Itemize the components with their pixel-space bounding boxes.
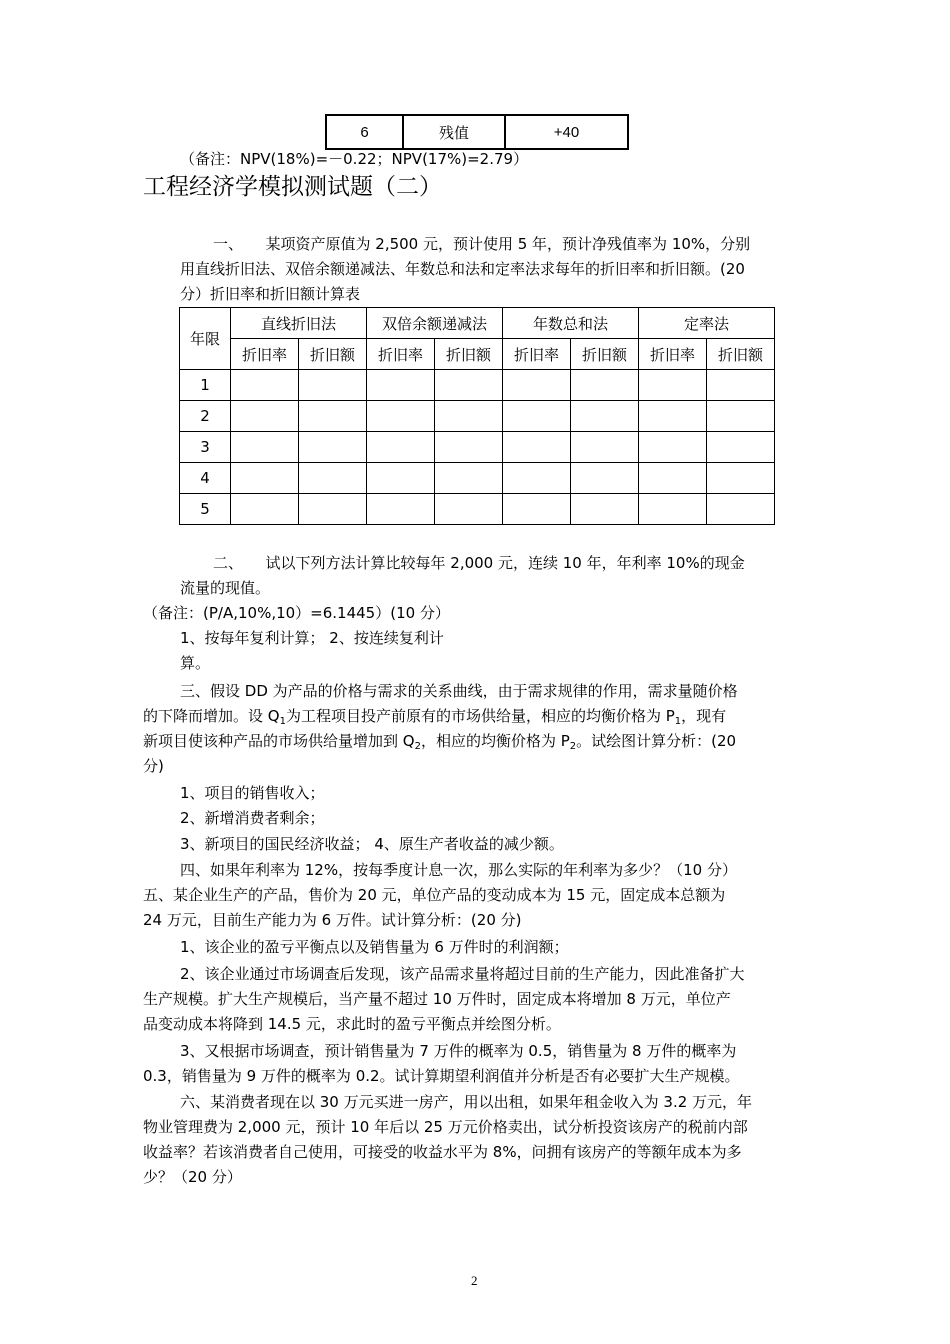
year-cell: 3 (180, 432, 231, 463)
table-row (180, 432, 775, 463)
amount-header: 折旧额 (435, 339, 503, 370)
page-title: 工程经济学模拟测试题（二） (143, 174, 442, 200)
q6-line3: 收益率？若该消费者自己使用，可接受的收益水平为 8%，问拥有该房产的等额年成本为多 (143, 1143, 742, 1161)
rate-header: 折旧率 (639, 339, 707, 370)
year-cell: 6 (326, 115, 403, 149)
q6-line4: 少？（20 分） (143, 1168, 242, 1186)
rate-header: 折旧率 (231, 339, 299, 370)
q3-item3: 3、新项目的国民经济收益； 4、原生产者收益的减少额。 (180, 835, 564, 853)
q1-line2: 用直线折旧法、双倍余额递减法、年数总和法和定率法求每年的折旧率和折旧额。(20 (180, 260, 745, 278)
year-cell: 5 (180, 494, 231, 525)
q3-line1: 三、假设 DD 为产品的价格与需求的关系曲线，由于需求规律的作用，需求量随价格 (180, 682, 738, 700)
year-cell: 2 (180, 401, 231, 432)
q2-line2: 流量的现值。 (180, 579, 271, 597)
amount-header: 折旧额 (299, 339, 367, 370)
q1-line1: 一、 某项资产原值为 2,500 元，预计使用 5 年，预计净残值率为 10%，分别 (213, 235, 751, 253)
q2-note: （备注：(P/A,10%,10）=6.1445）(10 分） (143, 604, 450, 622)
q2-item1: 1、按每年复利计算； 2、按连续复利计 (180, 629, 444, 647)
q2-item1-cont: 算。 (180, 654, 211, 672)
value-cell: +40 (505, 115, 628, 149)
q6-line2: 物业管理费为 2,000 元，预计 10 年后以 25 万元价格卖出，试分析投资该房产的税前内部 (143, 1118, 748, 1136)
q5-item3-line2: 0.3，销售量为 9 万件的概率为 0.2。试计算期望利润值并分析是否有必要扩大生产规模。 (143, 1067, 740, 1085)
q4-line1: 四、如果年利率为 12%，按每季度计息一次，那么实际的年利率为多少？（10 分） (180, 861, 737, 879)
amount-header: 折旧额 (571, 339, 639, 370)
npv-note: （备注：NPV(18%)=－0.22；NPV(17%)=2.79） (180, 150, 529, 168)
table-row (180, 401, 775, 432)
q5-line2: 24 万元，目前生产能力为 6 万件。试计算分析：(20 分) (143, 911, 522, 929)
q3-item1: 1、项目的销售收入； (180, 784, 325, 802)
q5-item2-line1: 2、该企业通过市场调查后发现，该产品需求量将超过目前的生产能力，因此准备扩大 (180, 965, 745, 983)
q5-line1: 五、某企业生产的产品，售价为 20 元，单位产品的变动成本为 15 元，固定成本总额为 (143, 886, 726, 904)
year-cell: 4 (180, 463, 231, 494)
q5-item2-line3: 品变动成本将降到 14.5 元，求此时的盈亏平衡点并绘图分析。 (143, 1015, 561, 1033)
q5-item1: 1、该企业的盈亏平衡点以及销售量为 6 万件时的利润额； (180, 938, 569, 956)
table-subheader-row (180, 339, 775, 370)
q5-item3-line1: 3、又根据市场调查，预计销售量为 7 万件的概率为 0.5，销售量为 8 万件的概率为 (180, 1042, 737, 1060)
year-cell: 1 (180, 370, 231, 401)
table-row (180, 463, 775, 494)
method-header-double-declining: 双倍余额递减法 (367, 308, 503, 339)
q3-line3: 新项目使该种产品的市场供给量增加到 $Q_2$，相应的均衡价格为 $P_2$。试绘图计算分析：(20 (143, 732, 737, 752)
table-row (326, 115, 628, 149)
q2-line1: 二、 试以下列方法计算比较每年 2,000 元，连续 10 年，年利率 10%的现金 (213, 554, 745, 572)
amount-header: 折旧额 (707, 339, 775, 370)
rate-header: 折旧率 (503, 339, 571, 370)
year-header: 年限 (180, 308, 231, 370)
table-row (180, 370, 775, 401)
table-header-row (180, 308, 775, 339)
method-header-straight-line: 直线折旧法 (231, 308, 367, 339)
q3-line4: 分) (143, 757, 164, 775)
q3-item2: 2、新增消费者剩余； (180, 809, 325, 827)
method-header-sum-of-years: 年数总和法 (503, 308, 639, 339)
page-number: 2 (471, 1273, 478, 1288)
table-row (180, 494, 775, 525)
residual-value-table (325, 114, 629, 150)
method-header-fixed-rate: 定率法 (639, 308, 775, 339)
rate-header: 折旧率 (367, 339, 435, 370)
q1-line3: 分）折旧率和折旧额计算表 (180, 285, 361, 303)
q6-line1: 六、某消费者现在以 30 万元买进一房产，用以出租，如果年租金收入为 3.2 万元，年 (180, 1093, 753, 1111)
q3-line2: 的下降而增加。设 $Q_1$为工程项目投产前原有的市场供给量，相应的均衡价格为 $P_1$，现有 (143, 707, 727, 727)
depreciation-table (179, 307, 775, 525)
item-cell: 残值 (403, 115, 505, 149)
q5-item2-line2: 生产规模。扩大生产规模后，当产量不超过 10 万件时，固定成本将增加 8 万元，单位产 (143, 990, 731, 1008)
